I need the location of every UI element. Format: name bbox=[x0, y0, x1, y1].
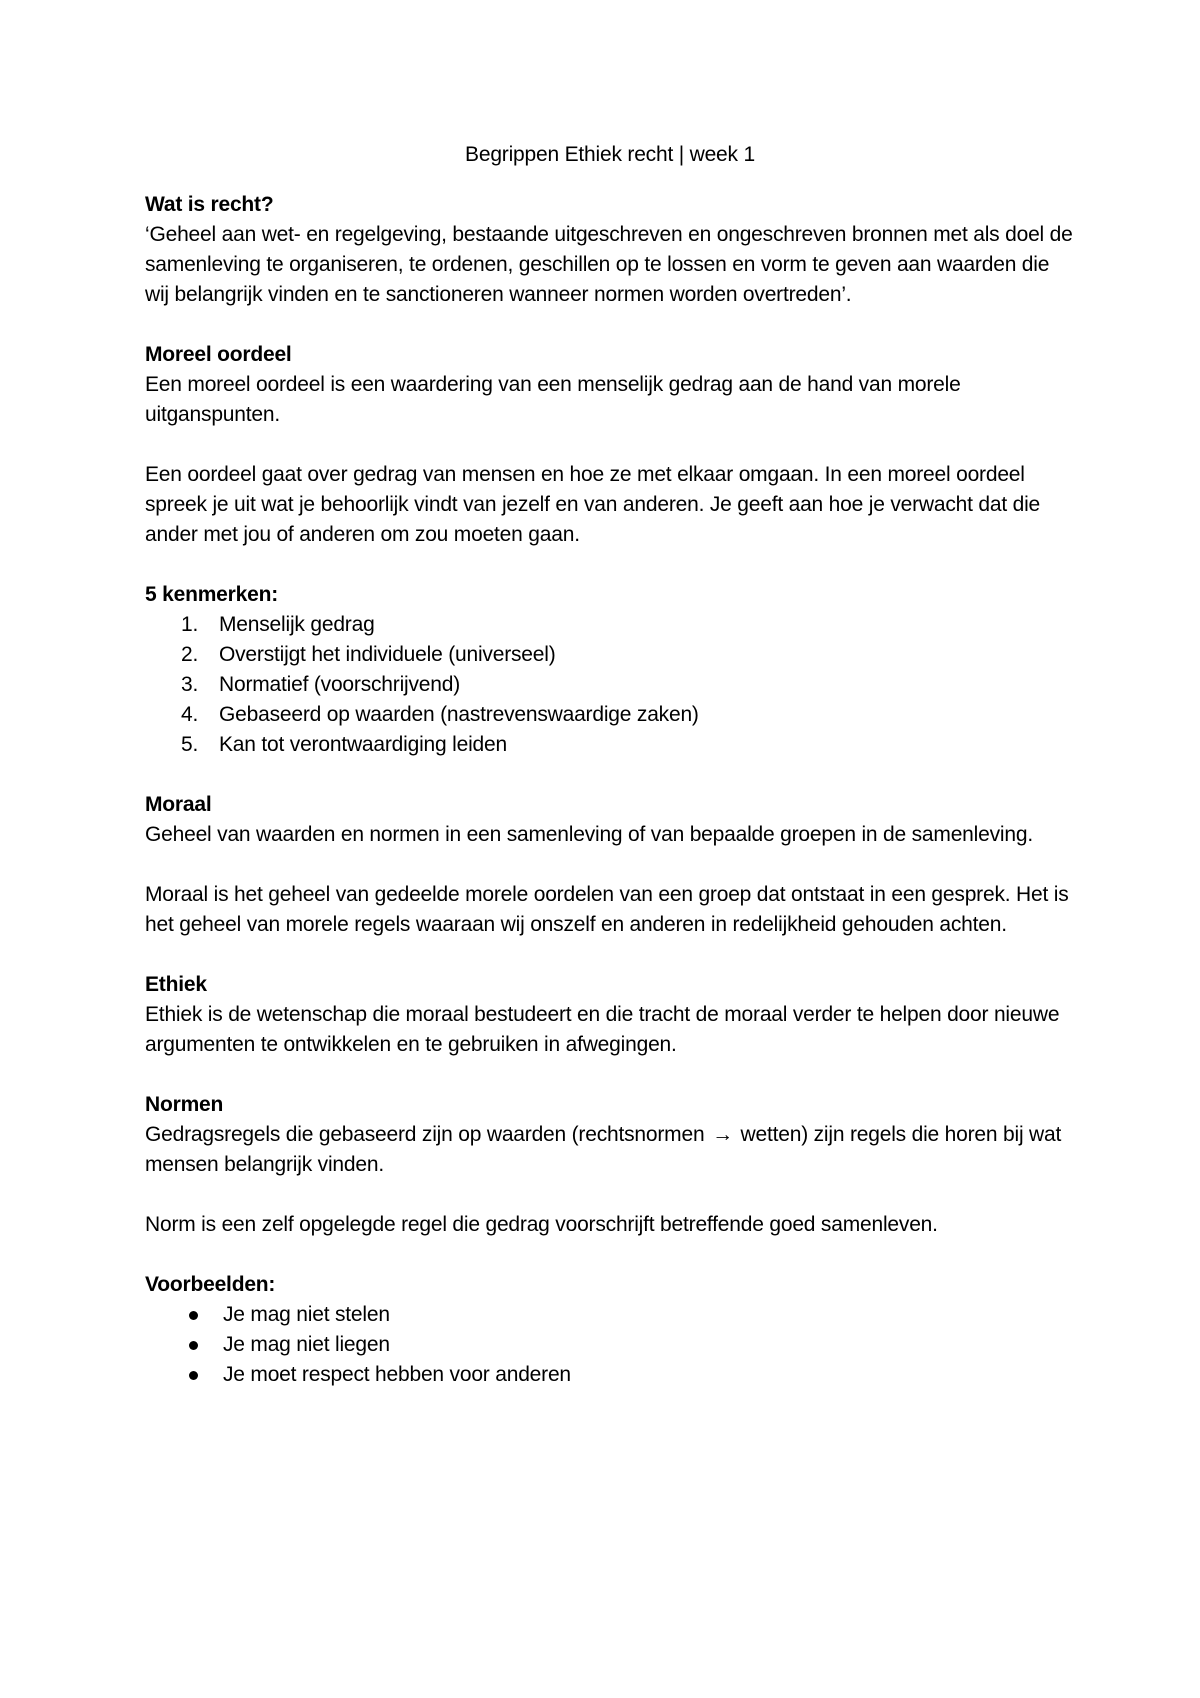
list-item-label: Je mag niet liegen bbox=[223, 1333, 390, 1356]
heading-moraal: Moraal bbox=[145, 793, 212, 816]
heading-ethiek: Ethiek bbox=[145, 973, 207, 996]
heading-normen: Normen bbox=[145, 1093, 224, 1116]
document-page bbox=[145, 140, 1075, 1420]
heading-wat-is-recht: Wat is recht? bbox=[145, 193, 274, 216]
heading-moreel-oordeel: Moreel oordeel bbox=[145, 343, 292, 366]
definition-moraal: Geheel van waarden en normen in een samenleving of van bepaalde groepen in de samenleving. bbox=[145, 823, 1033, 846]
kenmerken-list bbox=[145, 610, 1075, 760]
list-item bbox=[145, 1330, 1075, 1360]
section-voorbeelden bbox=[145, 1270, 1075, 1390]
list-item-label: Menselijk gedrag bbox=[219, 613, 375, 636]
list-item bbox=[145, 700, 1075, 730]
section-wat-is-recht bbox=[145, 190, 1075, 310]
section-kenmerken bbox=[145, 580, 1075, 760]
list-item bbox=[145, 730, 1075, 760]
section-moraal bbox=[145, 790, 1075, 940]
heading-voorbeelden: Voorbeelden: bbox=[145, 1273, 276, 1296]
heading-kenmerken: 5 kenmerken: bbox=[145, 583, 279, 606]
voorbeelden-list bbox=[145, 1300, 1075, 1390]
list-item-label: Gebaseerd op waarden (nastrevenswaardige zaken) bbox=[219, 703, 699, 726]
list-number: 2. bbox=[181, 643, 199, 666]
list-item bbox=[145, 1360, 1075, 1390]
document-title: Begrippen Ethiek recht | week 1 bbox=[465, 143, 755, 166]
list-item bbox=[145, 610, 1075, 640]
list-item-label: Overstijgt het individuele (universeel) bbox=[219, 643, 556, 666]
list-item-label: Je moet respect hebben voor anderen bbox=[223, 1363, 571, 1386]
definition-normen bbox=[145, 1120, 1075, 1180]
section-moreel-oordeel bbox=[145, 340, 1075, 550]
list-item bbox=[145, 1300, 1075, 1330]
bullet-icon bbox=[189, 1341, 198, 1350]
list-item-label: Je mag niet stelen bbox=[223, 1303, 390, 1326]
list-item-label: Kan tot verontwaardiging leiden bbox=[219, 733, 507, 756]
explanation-moraal: Moraal is het geheel van gedeelde morele oordelen van een groep dat ontstaat in een gesprek. Het is het geheel van morele regels waaraan wij onszelf en anderen in redelijkheid gehouden achten. bbox=[145, 883, 1069, 936]
explanation-normen: Norm is een zelf opgelegde regel die gedrag voorschrijft betreffende goed samenleven. bbox=[145, 1213, 938, 1236]
list-number: 4. bbox=[181, 703, 199, 726]
arrow-right-icon: → bbox=[712, 1123, 733, 1146]
definition-ethiek: Ethiek is de wetenschap die moraal bestudeert en die tracht de moraal verder te helpen door nieuwe argumenten te ontwikkelen en te gebruiken in afwegingen. bbox=[145, 1003, 1060, 1056]
list-number: 5. bbox=[181, 733, 199, 756]
definition-moreel-oordeel: Een moreel oordeel is een waardering van een menselijk gedrag aan de hand van morele uitganspunten. bbox=[145, 373, 961, 426]
list-item bbox=[145, 640, 1075, 670]
normen-text-after: wetten) zijn regels die horen bij wat mensen belangrijk vinden. bbox=[145, 1123, 1062, 1176]
bullet-icon bbox=[189, 1311, 198, 1320]
section-normen bbox=[145, 1090, 1075, 1240]
definition-recht: ‘Geheel aan wet- en regelgeving, bestaande uitgeschreven en ongeschreven bronnen met als doel de samenleving te organiseren, te ordenen, geschillen op te lossen en vorm te geven aan waarden die wij belangrijk vinden en te sanctioneren wanneer normen worden overtreden’. bbox=[145, 223, 1073, 306]
explanation-moreel-oordeel: Een oordeel gaat over gedrag van mensen en hoe ze met elkaar omgaan. In een moreel oordeel spreek je uit wat je behoorlijk vindt van jezelf en van anderen. Je geeft aan hoe je verwacht dat die ander met jou of anderen om zou moeten gaan. bbox=[145, 463, 1041, 546]
bullet-icon bbox=[189, 1371, 198, 1380]
list-number: 3. bbox=[181, 673, 199, 696]
list-number: 1. bbox=[181, 613, 199, 636]
normen-text-before: Gedragsregels die gebaseerd zijn op waarden (rechtsnormen bbox=[145, 1123, 705, 1146]
section-ethiek bbox=[145, 970, 1075, 1060]
list-item-label: Normatief (voorschrijvend) bbox=[219, 673, 461, 696]
list-item bbox=[145, 670, 1075, 700]
